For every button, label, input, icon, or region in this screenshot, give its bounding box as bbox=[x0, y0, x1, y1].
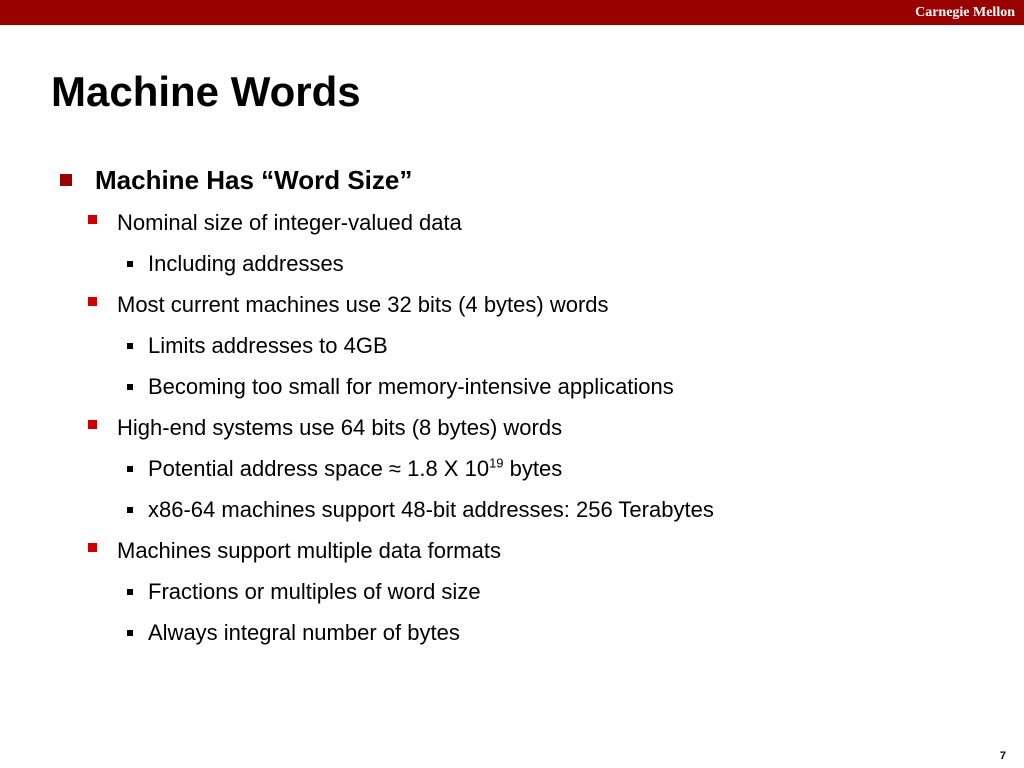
bullet-text-tail: bytes bbox=[503, 456, 563, 481]
bullet-level3 bbox=[127, 454, 562, 484]
bullet-level2 bbox=[88, 413, 562, 443]
square-bullet-icon bbox=[88, 543, 97, 552]
square-bullet-icon bbox=[88, 215, 97, 224]
small-square-bullet-icon bbox=[127, 466, 133, 472]
bullet-text: High-end systems use 64 bits (8 bytes) words bbox=[117, 415, 563, 440]
slide-title: Machine Words bbox=[51, 68, 361, 115]
bullet-text: x86-64 machines support 48-bit addresses: 256 Terabytes bbox=[148, 497, 714, 522]
small-square-bullet-icon bbox=[127, 384, 133, 390]
small-square-bullet-icon bbox=[127, 343, 133, 349]
exponent: 19 bbox=[489, 455, 504, 471]
bullet-level2 bbox=[88, 208, 462, 238]
bullet-text bbox=[148, 456, 562, 482]
small-square-bullet-icon bbox=[127, 261, 133, 267]
bullet-level2 bbox=[88, 536, 501, 566]
page-number: 7 bbox=[999, 750, 1006, 762]
bullet-text: Including addresses bbox=[148, 251, 344, 276]
small-square-bullet-icon bbox=[127, 507, 133, 513]
square-bullet-icon bbox=[88, 420, 97, 429]
square-bullet-icon bbox=[60, 174, 72, 186]
bullet-text: Nominal size of integer-valued data bbox=[117, 210, 462, 235]
header-bar bbox=[0, 0, 1024, 25]
brand-label: Carnegie Mellon bbox=[915, 5, 1015, 20]
square-bullet-icon bbox=[88, 297, 97, 306]
bullet-text: Machine Has “Word Size” bbox=[95, 164, 413, 195]
bullet-level3 bbox=[127, 577, 481, 607]
bullet-level3 bbox=[127, 249, 344, 279]
bullet-text: Fractions or multiples of word size bbox=[148, 579, 481, 604]
bullet-text: Machines support multiple data formats bbox=[117, 538, 501, 563]
bullet-text: Limits addresses to 4GB bbox=[148, 333, 388, 358]
bullet-text: Most current machines use 32 bits (4 bytes) words bbox=[117, 292, 609, 317]
bullet-level3 bbox=[127, 372, 674, 402]
bullet-level1 bbox=[60, 163, 412, 197]
bullet-level3 bbox=[127, 618, 460, 648]
bullet-level3 bbox=[127, 495, 714, 525]
bullet-level2 bbox=[88, 290, 609, 320]
bullet-level3 bbox=[127, 331, 388, 361]
small-square-bullet-icon bbox=[127, 630, 133, 636]
bullet-text-main: Potential address space ≈ 1.8 X 10 bbox=[148, 456, 490, 481]
bullet-text: Always integral number of bytes bbox=[148, 620, 460, 645]
small-square-bullet-icon bbox=[127, 589, 133, 595]
bullet-text: Becoming too small for memory-intensive applications bbox=[148, 374, 674, 399]
